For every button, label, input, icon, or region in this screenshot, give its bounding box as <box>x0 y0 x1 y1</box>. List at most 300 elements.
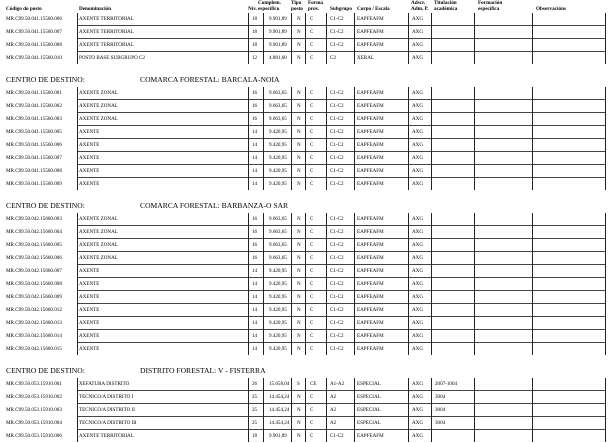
cell-ads: AXG <box>412 55 424 61</box>
cell-name: AXENTE <box>79 268 100 274</box>
cell-type: N <box>297 281 301 287</box>
column-divider <box>326 87 327 190</box>
cell-ads: AXG <box>412 16 424 22</box>
cell-level: 16 <box>252 242 258 248</box>
cell-level: 25 <box>252 420 258 426</box>
table-row <box>0 54 614 65</box>
cell-code: MR.C99.50.042.15660.012 <box>6 307 62 313</box>
cell-form: C <box>310 229 314 235</box>
header-notes: Observacións <box>536 6 566 12</box>
cell-form: C <box>310 129 314 135</box>
cell-subgroup: C1-C2 <box>330 307 344 313</box>
cell-ads: AXG <box>412 168 424 174</box>
cell-complement: 9.420,95 <box>269 281 287 287</box>
cell-type: N <box>297 16 301 22</box>
header-training: Formación específica <box>478 0 503 12</box>
column-divider <box>263 213 264 355</box>
cell-level: 16 <box>252 103 258 109</box>
cell-corps: EAPFEAFM <box>357 181 384 187</box>
cell-form: C <box>310 142 314 148</box>
column-divider <box>354 87 355 190</box>
cell-complement: 15.658,04 <box>269 381 290 387</box>
table-row <box>0 432 614 443</box>
cell-complement: 9.420,95 <box>269 307 287 313</box>
column-divider <box>474 87 475 190</box>
cell-code: MR.C99.50.042.15660.003 <box>6 216 62 222</box>
cell-code: MR.C99.50.042.15660.006 <box>6 255 62 261</box>
row-divider <box>78 238 605 239</box>
cell-corps: ESPECIAL <box>357 394 381 400</box>
cell-level: 14 <box>252 268 258 274</box>
cell-form: C <box>310 333 314 339</box>
cell-ads: AXG <box>412 294 424 300</box>
cell-subgroup: C1-C2 <box>330 242 344 248</box>
cell-corps: EAPFEAFM <box>357 229 384 235</box>
cell-complement: 9.420,95 <box>269 142 287 148</box>
cell-ads: AXG <box>412 255 424 261</box>
cell-subgroup: C1-C2 <box>330 320 344 326</box>
row-divider <box>78 251 605 252</box>
row-divider <box>78 25 605 26</box>
column-divider <box>291 213 292 355</box>
section-label: CENTRO DE DESTINO: <box>6 75 85 84</box>
cell-subgroup: C1-C2 <box>330 294 344 300</box>
cell-type: S <box>297 381 300 387</box>
cell-qual: 3004 <box>435 394 446 400</box>
header-type: Tipo posto <box>291 0 303 12</box>
cell-subgroup: C1-C2 <box>330 333 344 339</box>
cell-complement: 9.663,65 <box>269 116 287 122</box>
column-divider <box>532 378 533 442</box>
cell-ads: AXG <box>412 181 424 187</box>
cell-code: MR.C99.50.042.15660.004 <box>6 229 62 235</box>
cell-ads: AXG <box>412 103 424 109</box>
column-divider <box>77 13 78 64</box>
row-divider <box>78 277 605 278</box>
cell-level: 14 <box>252 333 258 339</box>
cell-name: AXENTE <box>79 129 100 135</box>
cell-form: C <box>310 394 314 400</box>
cell-form: C <box>310 346 314 352</box>
cell-type: N <box>297 55 301 61</box>
column-divider <box>77 213 78 355</box>
cell-subgroup: C1-C2 <box>330 281 344 287</box>
cell-complement: 9.901,89 <box>269 42 287 48</box>
column-divider <box>305 87 306 190</box>
cell-complement: 9.663,65 <box>269 242 287 248</box>
cell-type: N <box>297 255 301 261</box>
cell-corps: EAPFEAFM <box>357 155 384 161</box>
cell-level: 16 <box>252 116 258 122</box>
column-divider <box>263 87 264 190</box>
header-qualification: Titulación académica <box>434 0 458 12</box>
cell-name: AXENTE ZONAL <box>79 255 118 261</box>
cell-level: 18 <box>252 42 258 48</box>
column-divider <box>354 378 355 442</box>
header-complement: Complem. específico <box>258 0 281 12</box>
cell-ads: AXG <box>412 142 424 148</box>
cell-corps: EAPFEAFM <box>357 307 384 313</box>
cell-code: MR.C99.50.041.15560.002 <box>6 103 62 109</box>
cell-corps: EAPFEAFM <box>357 168 384 174</box>
cell-complement: 9.420,95 <box>269 155 287 161</box>
cell-subgroup: C1-C2 <box>330 29 344 35</box>
header-corps: Corpo / Escala <box>357 6 390 12</box>
cell-corps: EAPFEAFM <box>357 346 384 352</box>
row-divider <box>78 329 605 330</box>
cell-type: N <box>297 42 301 48</box>
cell-form: C <box>310 168 314 174</box>
cell-code: MR.C99.50.041.15560.003 <box>6 116 62 122</box>
section-name: DISTRITO FORESTAL: V - FISTERRA <box>140 366 266 375</box>
cell-type: N <box>297 307 301 313</box>
column-divider <box>605 378 606 442</box>
row-divider <box>78 303 605 304</box>
cell-corps: XERAL <box>357 55 374 61</box>
cell-form: C <box>310 320 314 326</box>
table-row <box>0 180 614 191</box>
cell-ads: AXG <box>412 346 424 352</box>
cell-level: 25 <box>252 394 258 400</box>
cell-complement: 9.901,89 <box>269 16 287 22</box>
cell-level: 18 <box>252 16 258 22</box>
cell-name: TÉCNICO/A DISTRITO II <box>79 407 135 413</box>
row-divider <box>78 290 605 291</box>
cell-subgroup: C1-C2 <box>330 142 344 148</box>
cell-complement: 14.454,24 <box>269 420 290 426</box>
row-divider <box>78 225 605 226</box>
cell-subgroup: A2 <box>330 420 337 426</box>
cell-form: C <box>310 155 314 161</box>
cell-name: TÉCNICO/A DISTRITO I <box>79 394 134 400</box>
cell-form: C <box>310 433 314 439</box>
cell-subgroup: A2 <box>330 407 337 413</box>
section-label: CENTRO DE DESTINO: <box>6 201 85 210</box>
row-divider <box>78 416 605 417</box>
cell-level: 14 <box>252 168 258 174</box>
cell-subgroup: C1-C2 <box>330 346 344 352</box>
cell-corps: EAPFEAFM <box>357 242 384 248</box>
cell-complement: 9.663,65 <box>269 229 287 235</box>
cell-type: N <box>297 346 301 352</box>
cell-complement: 9.663,65 <box>269 90 287 96</box>
cell-subgroup: C1-C2 <box>330 116 344 122</box>
cell-qual: 3004 <box>435 420 446 426</box>
cell-type: N <box>297 394 301 400</box>
cell-code: MR.C99.50.042.15660.005 <box>6 242 62 248</box>
cell-complement: 9.420,95 <box>269 129 287 135</box>
cell-corps: EAPFEAFM <box>357 116 384 122</box>
cell-complement: 9.420,95 <box>269 268 287 274</box>
cell-name: AXENTE <box>79 307 100 313</box>
section-name: COMARCA FORESTAL: BARCALA-NOIA <box>140 75 280 84</box>
cell-subgroup: C1-C2 <box>330 229 344 235</box>
cell-code: MR.C99.50.042.15660.014 <box>6 333 62 339</box>
column-divider <box>305 378 306 442</box>
cell-qual: 2007-1004 <box>435 381 458 387</box>
cell-name: AXENTE TERRITORIAL <box>79 433 134 439</box>
cell-ads: AXG <box>412 229 424 235</box>
section-name: COMARCA FORESTAL: BARBANZA-O SAR <box>140 201 289 210</box>
cell-type: N <box>297 242 301 248</box>
cell-code: MR.C99.50.041.15560.005 <box>6 129 62 135</box>
cell-name: AXENTE <box>79 294 100 300</box>
cell-form: C <box>310 103 314 109</box>
column-divider <box>532 213 533 355</box>
cell-subgroup: C1-C2 <box>330 129 344 135</box>
column-divider <box>605 87 606 190</box>
cell-level: 16 <box>252 216 258 222</box>
cell-level: 16 <box>252 90 258 96</box>
row-divider <box>78 51 605 52</box>
cell-complement: 9.663,65 <box>269 103 287 109</box>
cell-code: MR.C99.50.042.15660.008 <box>6 281 62 287</box>
column-divider <box>408 378 409 442</box>
cell-form: C <box>310 281 314 287</box>
cell-code: MR.C99.50.041.15560.006 <box>6 142 62 148</box>
header-subgroup: Subgrupo <box>330 6 352 12</box>
cell-subgroup: C1-C2 <box>330 181 344 187</box>
cell-corps: EAPFEAFM <box>357 16 384 22</box>
cell-subgroup: C2 <box>330 55 336 61</box>
cell-ads: AXG <box>412 242 424 248</box>
column-divider <box>248 213 249 355</box>
cell-ads: AXG <box>412 433 424 439</box>
cell-corps: ESPECIAL <box>357 420 381 426</box>
section-heading <box>6 201 606 211</box>
column-divider <box>305 13 306 64</box>
cell-form: C <box>310 294 314 300</box>
column-divider <box>248 378 249 442</box>
table-row <box>0 345 614 356</box>
cell-type: N <box>297 333 301 339</box>
cell-name: AXENTE <box>79 320 100 326</box>
section-heading <box>6 75 606 85</box>
cell-subgroup: C1-C2 <box>330 155 344 161</box>
cell-type: N <box>297 116 301 122</box>
section-label: CENTRO DE DESTINO: <box>6 366 85 375</box>
cell-form: C <box>310 420 314 426</box>
cell-type: N <box>297 29 301 35</box>
column-divider <box>291 87 292 190</box>
column-divider <box>354 13 355 64</box>
cell-name: AXENTE TERRITORIAL <box>79 42 134 48</box>
cell-code: MR.C99.50.053.15910.006 <box>6 433 62 439</box>
cell-corps: EAPFEAFM <box>357 294 384 300</box>
cell-form: C <box>310 268 314 274</box>
cell-complement: 9.420,95 <box>269 333 287 339</box>
cell-complement: 14.454,24 <box>269 394 290 400</box>
cell-level: 14 <box>252 155 258 161</box>
cell-type: N <box>297 181 301 187</box>
cell-level: 14 <box>252 281 258 287</box>
column-divider <box>605 13 606 64</box>
cell-code: MR.C99.50.042.15660.009 <box>6 294 62 300</box>
cell-form: C <box>310 181 314 187</box>
cell-form: C <box>310 255 314 261</box>
column-divider <box>474 213 475 355</box>
row-divider <box>78 151 605 152</box>
cell-name: AXENTE TERRITORIAL <box>79 29 134 35</box>
cell-code: MR.C99.50.053.15910.004 <box>6 420 62 426</box>
row-divider <box>78 38 605 39</box>
header-code: Código do posto <box>6 6 42 12</box>
cell-subgroup: C1-C2 <box>330 42 344 48</box>
header-denomination: Denominación <box>79 6 111 12</box>
cell-name: AXENTE <box>79 346 100 352</box>
cell-name: AXENTE <box>79 333 100 339</box>
cell-code: MR.C99.50.042.15660.015 <box>6 346 62 352</box>
cell-type: N <box>297 103 301 109</box>
cell-name: AXENTE ZONAL <box>79 242 118 248</box>
row-divider <box>78 164 605 165</box>
cell-type: N <box>297 268 301 274</box>
cell-corps: ESPECIAL <box>357 407 381 413</box>
cell-level: 16 <box>252 255 258 261</box>
row-divider <box>78 390 605 391</box>
column-divider <box>431 13 432 64</box>
cell-form: C <box>310 42 314 48</box>
cell-form: C <box>310 90 314 96</box>
column-divider <box>408 87 409 190</box>
cell-subgroup: C1-C2 <box>330 216 344 222</box>
cell-complement: 9.420,95 <box>269 168 287 174</box>
cell-code: MR.C99.50.053.15910.002 <box>6 394 62 400</box>
column-divider <box>248 13 249 64</box>
cell-level: 14 <box>252 320 258 326</box>
column-divider <box>431 213 432 355</box>
row-divider <box>78 316 605 317</box>
cell-name: AXENTE TERRITORIAL <box>79 16 134 22</box>
column-divider <box>354 213 355 355</box>
cell-ads: AXG <box>412 281 424 287</box>
cell-complement: 9.663,65 <box>269 255 287 261</box>
cell-code: MR.C99.50.041.15560.008 <box>6 168 62 174</box>
column-divider <box>77 378 78 442</box>
cell-corps: EAPFEAFM <box>357 129 384 135</box>
cell-complement: 9.663,65 <box>269 216 287 222</box>
column-divider <box>474 13 475 64</box>
cell-name: AXENTE <box>79 142 100 148</box>
cell-ads: AXG <box>412 307 424 313</box>
cell-ads: AXG <box>412 155 424 161</box>
cell-ads: AXG <box>412 216 424 222</box>
cell-code: MR.C99.50.041.15560.007 <box>6 155 62 161</box>
cell-code: MR.C99.50.041.15560.006 <box>6 16 62 22</box>
cell-name: AXENTE ZONAL <box>79 90 118 96</box>
cell-name: AXENTE <box>79 181 100 187</box>
cell-corps: EAPFEAFM <box>357 320 384 326</box>
header-level: Nív. <box>248 6 257 12</box>
column-divider <box>408 213 409 355</box>
row-divider <box>78 125 605 126</box>
cell-code: MR.C99.50.041.15560.010 <box>6 55 62 61</box>
row-divider <box>78 177 605 178</box>
cell-code: MR.C99.50.042.15660.007 <box>6 268 62 274</box>
cell-type: N <box>297 320 301 326</box>
cell-corps: EAPFEAFM <box>357 29 384 35</box>
column-divider <box>326 13 327 64</box>
cell-ads: AXG <box>412 381 424 387</box>
cell-complement: 9.420,95 <box>269 181 287 187</box>
cell-level: 14 <box>252 294 258 300</box>
column-divider <box>248 87 249 190</box>
cell-subgroup: C1-C2 <box>330 168 344 174</box>
cell-corps: EAPFEAFM <box>357 268 384 274</box>
header-form: Forma prov. <box>308 0 323 12</box>
cell-form: CE <box>310 381 317 387</box>
cell-corps: ESPECIAL <box>357 381 381 387</box>
cell-ads: AXG <box>412 90 424 96</box>
cell-corps: EAPFEAFM <box>357 333 384 339</box>
cell-ads: AXG <box>412 29 424 35</box>
cell-level: 14 <box>252 346 258 352</box>
cell-subgroup: C1-C2 <box>330 16 344 22</box>
cell-level: 26 <box>252 381 258 387</box>
cell-complement: 9.420,95 <box>269 346 287 352</box>
cell-complement: 14.454,24 <box>269 407 290 413</box>
cell-corps: EAPFEAFM <box>357 216 384 222</box>
cell-name: AXENTE ZONAL <box>79 116 118 122</box>
section-heading <box>6 366 606 376</box>
cell-code: MR.C99.50.041.15560.007 <box>6 29 62 35</box>
row-divider <box>78 429 605 430</box>
cell-corps: EAPFEAFM <box>357 142 384 148</box>
cell-name: AXENTE ZONAL <box>79 229 118 235</box>
cell-complement: 9.420,95 <box>269 294 287 300</box>
cell-corps: EAPFEAFM <box>357 281 384 287</box>
cell-subgroup: C1-C2 <box>330 90 344 96</box>
cell-subgroup: C1-C2 <box>330 255 344 261</box>
column-divider <box>532 87 533 190</box>
cell-level: 14 <box>252 181 258 187</box>
cell-corps: EAPFEAFM <box>357 42 384 48</box>
column-divider <box>305 213 306 355</box>
cell-level: 16 <box>252 229 258 235</box>
cell-type: N <box>297 229 301 235</box>
cell-code: MR.C99.50.041.15560.009 <box>6 181 62 187</box>
cell-name: AXENTE <box>79 281 100 287</box>
cell-corps: EAPFEAFM <box>357 103 384 109</box>
cell-corps: EAPFEAFM <box>357 255 384 261</box>
cell-type: N <box>297 90 301 96</box>
column-divider <box>474 378 475 442</box>
cell-form: C <box>310 29 314 35</box>
cell-level: 12 <box>252 55 258 61</box>
cell-level: 14 <box>252 129 258 135</box>
cell-corps: EAPFEAFM <box>357 433 384 439</box>
cell-level: 18 <box>252 29 258 35</box>
cell-code: MR.C99.50.053.15910.003 <box>6 407 62 413</box>
cell-subgroup: C1-C2 <box>330 103 344 109</box>
cell-qual: 3004 <box>435 407 446 413</box>
cell-type: N <box>297 168 301 174</box>
cell-ads: AXG <box>412 320 424 326</box>
cell-ads: AXG <box>412 42 424 48</box>
cell-complement: 4.881,60 <box>269 55 287 61</box>
cell-name: AXENTE ZONAL <box>79 103 118 109</box>
cell-ads: AXG <box>412 333 424 339</box>
cell-complement: 9.901,89 <box>269 433 287 439</box>
cell-ads: AXG <box>412 129 424 135</box>
column-divider <box>532 13 533 64</box>
cell-ads: AXG <box>412 407 424 413</box>
cell-name: TÉCNICO/A DISTRITO III <box>79 420 137 426</box>
cell-form: C <box>310 242 314 248</box>
header-adscription: Adscr. Adm. P. <box>411 0 429 12</box>
cell-subgroup: A2 <box>330 394 337 400</box>
column-divider <box>263 13 264 64</box>
